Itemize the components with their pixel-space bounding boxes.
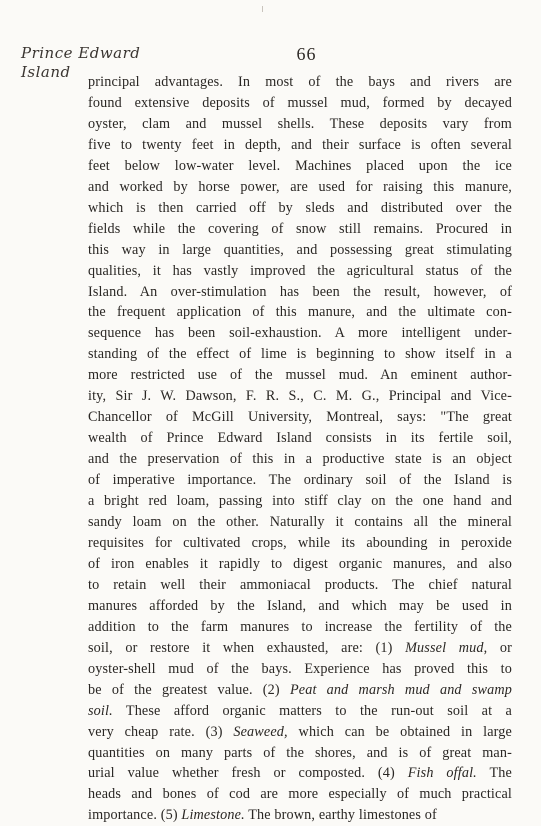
- text-line: to retain well their ammoniacal products. The chief natural: [88, 576, 512, 593]
- text-line: fields while the covering of snow still remains. Procured in: [88, 220, 512, 237]
- text-run: urial value whether fresh or composted. (4): [88, 765, 408, 782]
- italic-term: Limestone.: [181, 807, 245, 824]
- text-line: quantities on many parts of the shores, and is of great man-: [88, 744, 512, 761]
- italic-term: Peat and marsh mud and swamp: [289, 681, 512, 698]
- text-line: five to twenty feet in depth, and their surface is often several: [88, 136, 512, 153]
- text-line: qualities, it has vastly improved the agricultural status of the: [88, 262, 512, 279]
- body-paragraph: [88, 72, 512, 826]
- text-line: manures afforded by the Island, and which may be used in: [88, 597, 512, 614]
- text-run: be of the greatest value. (2): [88, 681, 290, 698]
- text-line: this way in large quantities, and possessing great stimulating: [88, 241, 512, 258]
- text-line: a bright red loam, passing into stiff clay on the one hand and: [88, 493, 512, 510]
- page-number-text: 66: [296, 44, 317, 64]
- text-run: importance. (5): [88, 807, 182, 824]
- text-run: The brown, earthy limestones of: [244, 807, 437, 824]
- text-line: and worked by horse power, are used for raising this manure,: [88, 178, 512, 195]
- text-line: more restricted use of the mussel mud. An eminent author-: [88, 367, 512, 384]
- text-line: the frequent application of this manure, and the ultimate con-: [88, 304, 512, 321]
- text-run: which can be obtained in large: [287, 723, 512, 740]
- text-run: , or: [483, 639, 512, 656]
- running-head-line-2: Island: [21, 63, 71, 81]
- text-line: of iron enables it rapidly to digest organic manures, and also: [88, 555, 512, 572]
- page-number: [0, 44, 541, 65]
- text-line: principal advantages. In most of the bays and rivers are: [88, 74, 512, 90]
- text-line: [88, 680, 512, 701]
- text-line: [88, 722, 512, 743]
- text-line: [88, 805, 512, 826]
- text-line: heads and bones of cod are more especially of much practical: [88, 786, 512, 803]
- page-mark: [262, 6, 263, 12]
- text-line: addition to the farm manures to increase the fertility of the: [88, 618, 512, 635]
- text-line: found extensive deposits of mussel mud, formed by decayed: [88, 94, 512, 111]
- text-line: sequence has been soil-exhaustion. A more intelligent under-: [88, 325, 512, 342]
- italic-term: Seaweed,: [233, 723, 288, 740]
- text-line: oyster, clam and mussel shells. These deposits vary from: [88, 115, 512, 132]
- text-line: feet below low-water level. Machines placed upon the ice: [88, 157, 512, 174]
- running-head-line-1: Prince Edward: [21, 44, 141, 62]
- text-line: oyster-shell mud of the bays. Experience has proved this to: [88, 660, 512, 677]
- text-line: wealth of Prince Edward Island consists in its fertile soil,: [88, 430, 512, 447]
- text-run: very cheap rate. (3): [88, 723, 234, 740]
- italic-term: soil.: [88, 702, 113, 719]
- text-line: Chancellor of McGill University, Montreal, says: "The great: [88, 409, 512, 426]
- italic-term: Fish offal.: [407, 765, 477, 782]
- text-run: soil, or restore it when exhausted, are: (1): [88, 639, 406, 656]
- text-line: [88, 701, 512, 722]
- text-line: sandy loam on the other. Naturally it contains all the mineral: [88, 514, 512, 531]
- text-line: and the preservation of this in a productive state is an object: [88, 451, 512, 468]
- text-run: These afford organic matters to the run-out soil at a: [112, 702, 512, 719]
- italic-term: Mussel mud: [405, 639, 484, 656]
- text-line: of imperative importance. The ordinary soil of the Island is: [88, 472, 512, 489]
- text-line: [88, 763, 512, 784]
- text-line: [88, 638, 512, 659]
- text-line: Island. An over-stimulation has been the result, however, of: [88, 283, 512, 300]
- text-run: The: [476, 765, 513, 782]
- text-line: which is then carried off by sleds and distributed over the: [88, 199, 512, 216]
- text-line: ity, Sir J. W. Dawson, F. R. S., C. M. G., Principal and Vice-: [88, 388, 512, 405]
- text-line: requisites for cultivated crops, while its abounding in peroxide: [88, 534, 512, 551]
- text-line: standing of the effect of lime is beginning to show itself in a: [88, 346, 512, 363]
